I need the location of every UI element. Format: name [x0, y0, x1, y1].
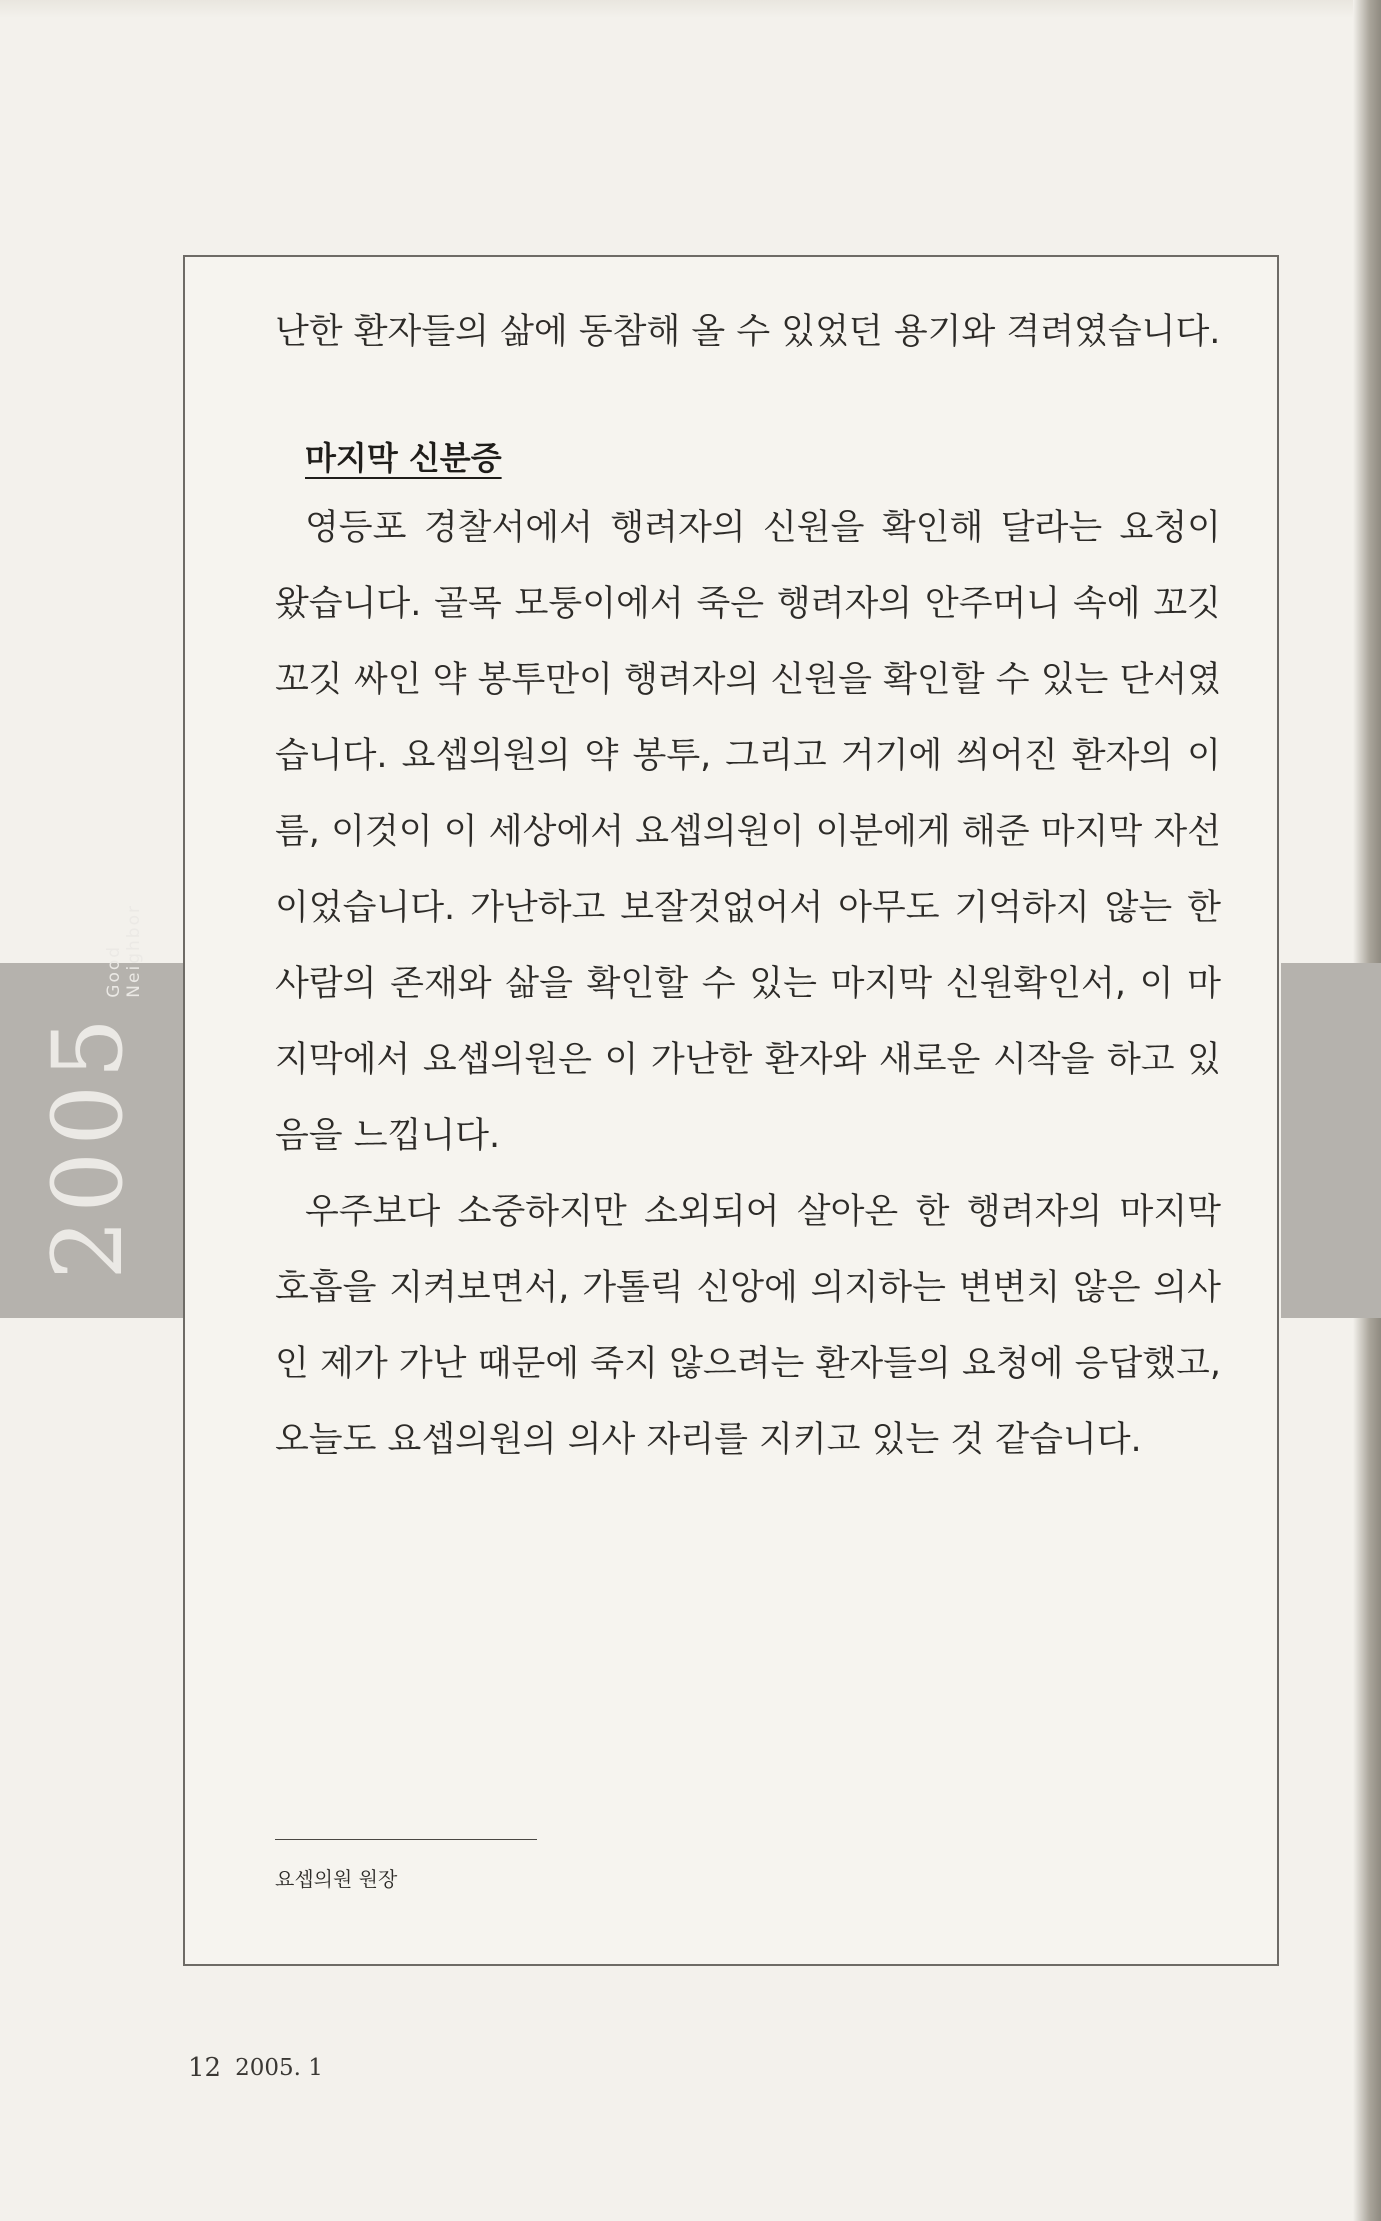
page-number: 12 [188, 2053, 222, 2083]
section-heading: 마지막 신분증 [305, 439, 502, 477]
intro-paragraph: 난한 환자들의 삶에 동참해 올 수 있었던 용기와 격려였습니다. [275, 312, 1221, 352]
section-spacer [275, 370, 1221, 426]
page-footer [188, 2053, 323, 2083]
year-mark-year: 2005 [32, 1011, 144, 1280]
article-body [275, 294, 1221, 1478]
side-band-right [1281, 963, 1381, 1318]
issue-date: 2005. 1 [235, 2055, 323, 2081]
article-frame [183, 255, 1279, 1966]
signature: 요셉의원 원장 [275, 1867, 398, 1891]
year-watermark [32, 904, 150, 1280]
paragraph-1: 영등포 경찰서에서 행려자의 신원을 확인해 달라는 요청이 왔습니다. 골목 모퉁이에서 죽은 행려자의 안주머니 속에 꼬깃꼬깃 싸인 약 봉투만이 행려자의 신원을 확인할 수 있는 단서였습니다. 요셉의원의 약 봉투, 그리고 거기에 씌어진 환자의 이름, 이것이 이 세상에서 요셉의원이 이분에게 해준 마지막 자선이었습니다. 가난하고 보잘것없어서 아무도 기억하지 않는 한 사람의 존재와 삶을 확인할 수 있는 마지막 신원확인서, 이 마지막에서 요셉의원은 이 가난한 환자와 새로운 시작을 하고 있음을 느낍니다. [275, 508, 1221, 1156]
paragraph-2: 우주보다 소중하지만 소외되어 살아온 한 행려자의 마지막 호흡을 지켜보면서, 가톨릭 신앙에 의지하는 변변치 않은 의사인 제가 가난 때문에 죽지 않으려는 환자들의 요청에 응답했고, 오늘도 요셉의원의 의사 자리를 지키고 있는 것 같습니다. [275, 1192, 1221, 1460]
page-top-shadow [0, 0, 1381, 18]
signature-rule [275, 1839, 537, 1840]
year-mark-subtitle: Good Neighbor [104, 904, 144, 998]
